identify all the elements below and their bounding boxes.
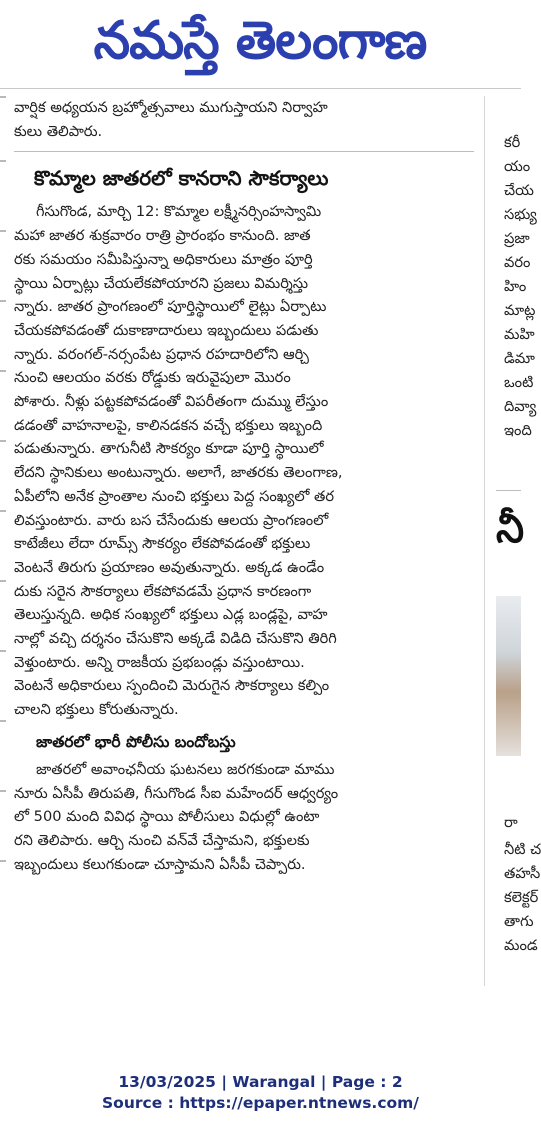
article-column xyxy=(14,96,474,876)
article-subheading: జాతరలో భారీ పోలీసు బందోబస్తు xyxy=(36,732,236,751)
fragment-text: తాగు xyxy=(504,913,534,930)
sub-line: నూరు ఏసీపీ తిరుపతి, గీసుగొండ సీఐ మహేందర్ ఆధ్వర్యం xyxy=(14,784,339,802)
intro-line: వార్షిక అధ్యయన బ్రహ్మోత్సవాలు ముగుస్తాయని నిర్వాహ xyxy=(14,99,328,116)
body-line: నుంచి ఆలయం వరకు రోడ్డుకు ఇరువైపులా మొరం xyxy=(14,369,291,387)
body-line: పడుతున్నారు. తాగునీటి సౌకర్యం కూడా పూర్తి స్థాయిలో xyxy=(14,440,324,458)
fragment-text: మాట్ల xyxy=(504,302,536,319)
body-line: న్నారు. జాతర ప్రాంగణంలో పూర్తిస్థాయిలో లైట్లు ఏర్పాటు xyxy=(14,298,327,316)
body-line: చేయకపోవడంతో దుకాణాదారులు ఇబ్బందులు పడుతు xyxy=(14,321,319,339)
body-line: కాటేజీలు లేదా రూమ్స్ సౌకర్యం లేకపోవడంతో భక్తులు xyxy=(14,535,311,553)
column-divider xyxy=(484,96,485,986)
fragment-text: సభ్యు xyxy=(504,206,537,223)
article-body xyxy=(14,200,474,721)
fragment-text: చేయ xyxy=(504,182,534,199)
fragment-text: నీటి చ xyxy=(504,841,541,858)
subsection-body xyxy=(14,758,474,877)
body-line: లేదని స్థానికులు అంటున్నారు. అలాగే, జాతరకు తెలంగాణ, xyxy=(14,464,343,482)
sub-line: రని తెలిపారు. ఆర్చి నుంచి వన్‌వే చేస్తామని, భక్తులకు xyxy=(14,831,310,849)
fragment-text: మండ xyxy=(504,937,538,954)
fragment-text: తహసీ xyxy=(504,865,541,882)
left-column-edge xyxy=(0,90,8,990)
fragment-rule xyxy=(496,490,521,491)
fragment-text: కరీ xyxy=(504,134,521,151)
sub-line: లో 500 మంది వివిధ స్థాయి పోలీసులు విధుల్లో ఉంటా xyxy=(14,808,320,826)
body-line: దుకు సరైన సౌకర్యాలు లేకపోవడమే ప్రధాన కారణంగా xyxy=(14,582,312,600)
fragment-text: ఒంటి xyxy=(504,374,534,391)
fragment-text: రా xyxy=(504,814,518,831)
adjacent-column-fragment xyxy=(496,96,541,996)
fragment-heading: నీ xyxy=(496,506,525,552)
body-line: వెళ్తుంటారు. అన్ని రాజకీయ ప్రభబండ్లు వస్తుంటాయి. xyxy=(14,653,305,671)
fragment-text: హిం xyxy=(504,278,527,295)
body-line: లివస్తుంటారు. వారు బస చేసేందుకు ఆలయ ప్రాంగణంలో xyxy=(14,511,329,529)
body-line: తెలుస్తున్నది. అధిక సంఖ్యలో భక్తులు ఎడ్ల బండ్లపై, వాహ xyxy=(14,606,328,624)
body-line: పోశారు. నీళ్లు పట్టకపోవడంతో విపరీతంగా దుమ్ము లేస్తుం xyxy=(14,393,329,411)
body-line: రకు సమయం సమీపిస్తున్నా అధికారులు మాత్రం పూర్తి xyxy=(14,250,313,268)
body-line: వెంటనే అధికారులు స్పందించి మెరుగైన సౌకర్యాలు కల్పిం xyxy=(14,677,330,695)
body-line: గీసుగొండ, మార్చి 12: కొమ్మాల లక్ష్మీనర్సింహస్వామి xyxy=(36,203,322,221)
body-line: చాలని భక్తులు కోరుతున్నారు. xyxy=(14,701,179,719)
fragment-text: ప్రజా xyxy=(504,230,530,247)
fragment-text: దివ్యా xyxy=(504,398,537,415)
intro-text xyxy=(14,96,474,143)
sub-line: జాతరలో అవాంఛనీయ ఘటనలు జరగకుండా మాము xyxy=(36,760,335,778)
article-headline: కొమ్మాల జాతరలో కానరాని సౌకర్యాలు xyxy=(34,166,329,191)
masthead-rule xyxy=(0,88,521,89)
news-photo xyxy=(496,596,521,756)
sub-line: ఇబ్బందులు కలుగకుండా చూస్తామని ఏసీపీ చెప్పారు. xyxy=(14,855,306,873)
body-line: డడంతో వాహనాలపై, కాలినడకన వచ్చే భక్తులు ఇబ్బంది xyxy=(14,416,323,434)
fragment-text: మహి xyxy=(504,326,535,343)
body-line: నాల్లో వచ్చి దర్శనం చేసుకొని అక్కడే విడిది చేసుకొని తిరిగి xyxy=(14,630,337,648)
body-line: న్నారు. వరంగల్-నర్సంపేట ప్రధాన రహదారిలోని ఆర్చి xyxy=(14,345,309,363)
body-line: ఏపీలోని అనేక ప్రాంతాల నుంచి భక్తులు పెద్ద సంఖ్యలో తర xyxy=(14,487,335,505)
edition-info: 13/03/2025 | Warangal | Page : 2 xyxy=(118,1073,403,1091)
fragment-text: యం xyxy=(504,158,531,175)
body-line: మహా జాతర శుక్రవారం రాత్రి ప్రారంభం కానుంది. జాత xyxy=(14,227,311,245)
fragment-text: వరం xyxy=(504,254,531,271)
fragment-text: కలెక్టర్ xyxy=(504,889,539,906)
intro-line: కులు తెలిపారు. xyxy=(14,122,103,140)
section-divider xyxy=(14,151,474,152)
fragment-text: ఇంది xyxy=(504,422,532,439)
fragment-text: డిమా xyxy=(504,350,535,367)
newspaper-title: నమస్తే తెలంగాణ xyxy=(93,11,427,71)
masthead xyxy=(60,6,460,76)
body-line: వెంటనే తిరుగు ప్రయాణం అవుతున్నారు. అక్కడ ఉండేం xyxy=(14,558,325,576)
source-link[interactable]: Source : https://epaper.ntnews.com/ xyxy=(102,1094,419,1112)
page-footer xyxy=(0,1072,521,1114)
body-line: స్థాయి ఏర్పాట్లు చేయలేకపోయారని ప్రజలు విమర్శిస్తు xyxy=(14,274,309,292)
